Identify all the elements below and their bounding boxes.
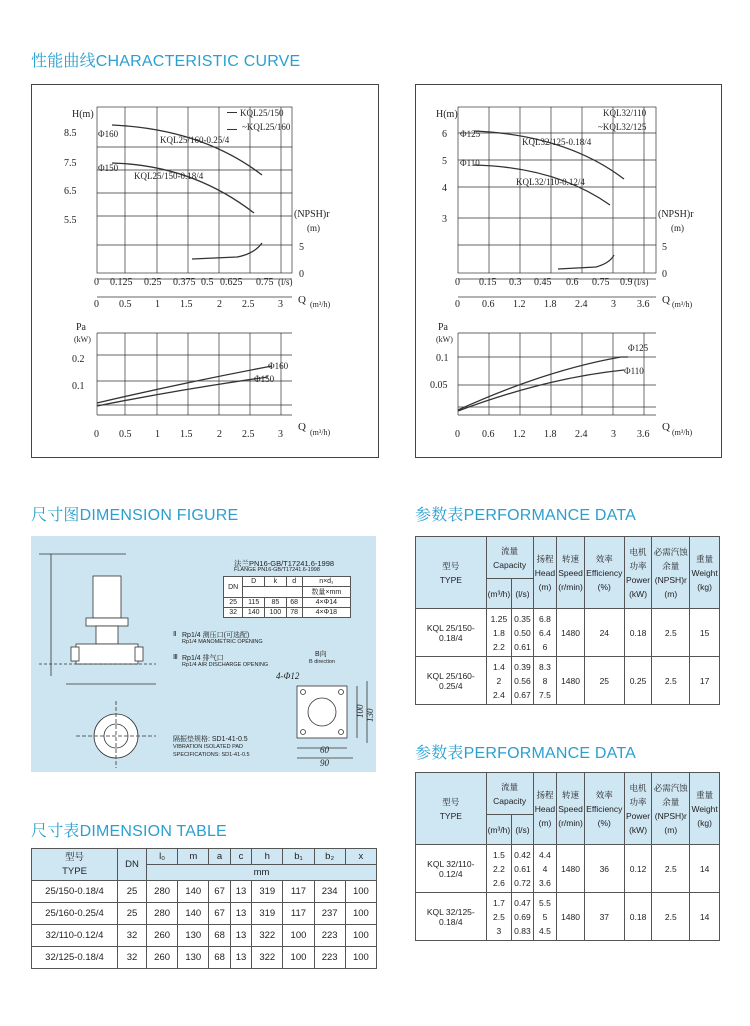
air-discharge-label-en: Rp1/4 AIR DISCHARGE OPENING xyxy=(182,662,269,668)
pa-x-tick: 1.5 xyxy=(180,429,193,440)
flange-header: D xyxy=(243,577,265,587)
flange-row: 32 140 100 78 4×Φ18 xyxy=(224,608,351,618)
npsh-unit: (m) xyxy=(307,223,320,233)
capacity-header: 流量 Capacity xyxy=(486,537,533,579)
pa-x-tick: 3 xyxy=(611,429,616,440)
col-header: c xyxy=(230,849,251,865)
q-m3h-tick: 1.5 xyxy=(180,299,193,310)
col-header: b₂ xyxy=(314,849,345,865)
table-row: KQL 25/160-0.25/4 1.4 2 2.4 0.39 0.56 0.67 8.3 8 7.5 1480 25 0.25 2.5 17 xyxy=(416,657,720,705)
head-header: 扬程 Head (m) xyxy=(533,773,557,845)
npsh-axis-label: (NPSH)r xyxy=(294,209,330,220)
weight-header: 重量 Weight (kg) xyxy=(690,773,720,845)
efficiency-header: 效率 Efficiency (%) xyxy=(584,773,624,845)
q-ls-tick: 0.6 xyxy=(566,277,579,288)
pa-x-tick: 1.2 xyxy=(513,429,526,440)
pa-curve-label: Φ160 xyxy=(268,361,289,371)
q-m3h-tick: 0 xyxy=(94,299,99,310)
section-title-curve: 性能曲线CHARACTERISTIC CURVE xyxy=(31,53,301,70)
npsh-tick: 5 xyxy=(662,242,667,253)
q-m3h-tick: 3 xyxy=(611,299,616,310)
q-ls-tick: 0.3 xyxy=(509,277,522,288)
col-header: a xyxy=(209,849,230,865)
table-row: 25/160-0.25/4 25 280 140 67 13 319 117 237 100 xyxy=(32,903,377,925)
capacity-header: 流量 Capacity xyxy=(486,773,533,815)
head-tick: 7.5 xyxy=(64,158,77,169)
head-tick: 6 xyxy=(442,129,447,140)
q-m3h-tick: 2.5 xyxy=(242,299,255,310)
head-header: 扬程 Head (m) xyxy=(533,537,557,609)
pa-x-tick: 0 xyxy=(455,429,460,440)
q-m3h-tick: 2 xyxy=(217,299,222,310)
speed-header: 转速 Speed (r/min) xyxy=(557,773,585,845)
m3h-header: (m³/h) xyxy=(486,815,512,845)
type-header: 型号 TYPE xyxy=(416,537,487,609)
pa-x-tick: 0.5 xyxy=(119,429,132,440)
manometric-label-en: Rp1/4 MANOMETRIC OPENING xyxy=(182,639,263,645)
curve-model-label: KQL25/160-0.25/4 xyxy=(160,135,230,145)
q-unit: (m³/h) xyxy=(310,428,331,437)
q-axis-label: Q xyxy=(662,294,670,306)
q-ls-tick: 0.45 xyxy=(534,277,552,288)
pa-x-tick: 3.6 xyxy=(637,429,650,440)
speed-header: 转速 Speed (r/min) xyxy=(557,537,585,609)
q-m3h-tick: 0.6 xyxy=(482,299,495,310)
section-title-performance-1: 参数表PERFORMANCE DATA xyxy=(415,507,636,524)
pa-x-tick: 0.6 xyxy=(482,429,495,440)
dimension-table xyxy=(31,848,377,969)
marker-II: Ⅱ xyxy=(173,631,177,638)
curve-panel-right xyxy=(415,84,722,458)
curve-model-label: KQL25/150-0.18/4 xyxy=(134,171,204,181)
flange-table xyxy=(223,576,351,618)
col-header: l₀ xyxy=(147,849,178,865)
q-unit: (m³/h) xyxy=(672,428,693,437)
ls-header: (l/s) xyxy=(512,579,533,609)
q-m3h-tick: 3.6 xyxy=(637,299,650,310)
flange-subtitle: FLANGE PN16-GB/T17241.6-1998 xyxy=(234,567,320,573)
q-ls-tick: 0.9 xyxy=(620,277,633,288)
q-m3h-tick: 1.8 xyxy=(544,299,557,310)
col-header: h xyxy=(252,849,283,865)
table-row: 25/150-0.18/4 25 280 140 67 13 319 117 234 100 xyxy=(32,881,377,903)
curve-dia-label: Φ110 xyxy=(460,158,480,168)
pa-unit: (kW) xyxy=(436,335,453,344)
pa-x-tick: 2 xyxy=(217,429,222,440)
npsh-axis-label: (NPSH)r xyxy=(658,209,694,220)
npsh-curve-right xyxy=(558,255,614,269)
table-row: KQL 25/150-0.18/4 1.25 1.8 2.2 0.35 0.50 0.61 6.8 6.4 6 1480 24 0.18 2.5 15 xyxy=(416,609,720,657)
q-axis-label: Q xyxy=(298,294,306,306)
q-ls-tick: 0.5 xyxy=(201,277,214,288)
power-header: 电机 功率 Power (kW) xyxy=(624,773,652,845)
flange-title: 法兰PN16-GB/T17241.6-1998 xyxy=(234,559,335,568)
table-row: KQL 32/125-0.18/4 1.7 2.5 3 0.47 0.69 0.83 5.5 5 4.5 1480 37 0.18 2.5 14 xyxy=(416,893,720,941)
pa-curve-label: Φ125 xyxy=(628,343,649,353)
q-ls-tick: 0.125 xyxy=(110,277,133,288)
q-ls-tick: 0.75 xyxy=(256,277,274,288)
pa-x-tick: 1 xyxy=(155,429,160,440)
pad-spec-en: SPECIFICATIONS: SD1-41-0.5 xyxy=(173,752,250,758)
col-header: x xyxy=(345,849,376,865)
npsh-curve-left xyxy=(192,243,262,259)
model-label: ~KQL32/125 xyxy=(598,122,647,132)
m3h-header: (m³/h) xyxy=(486,579,512,609)
q-m3h-tick: 0 xyxy=(455,299,460,310)
q-unit: (m³/h) xyxy=(310,300,331,309)
head-tick: 4 xyxy=(442,183,447,194)
flange-header: k xyxy=(265,577,287,587)
flange-header: n×d₁ xyxy=(302,577,350,587)
head-tick: 8.5 xyxy=(64,128,77,139)
col-header: b₁ xyxy=(283,849,314,865)
pa-x-tick: 0 xyxy=(94,429,99,440)
weight-header: 重量 Weight (kg) xyxy=(690,537,720,609)
flange-header: d xyxy=(286,577,302,587)
pa-axis-label: Pa xyxy=(76,322,86,333)
pa-tick: 0.1 xyxy=(436,353,449,364)
pa-unit: (kW) xyxy=(74,335,91,344)
y-axis-label: H(m) xyxy=(72,109,94,120)
npsh-tick: 0 xyxy=(299,269,304,280)
performance-table-1 xyxy=(415,536,720,705)
b-direction-label-en: B direction xyxy=(309,659,335,665)
section-title-performance-2: 参数表PERFORMANCE DATA xyxy=(415,745,636,762)
pa-x-tick: 1.8 xyxy=(544,429,557,440)
power-curve-110 xyxy=(458,370,624,411)
q-unit: (m³/h) xyxy=(672,300,693,309)
pa-x-tick: 3 xyxy=(278,429,283,440)
q-m3h-tick: 1 xyxy=(155,299,160,310)
pad-label: 隔振垫规格: SD1-41-0.5 xyxy=(173,736,248,743)
power-curve-160 xyxy=(97,366,272,403)
pa-x-tick: 2.5 xyxy=(242,429,255,440)
flange-header: DN xyxy=(224,577,243,598)
marker-III: Ⅲ xyxy=(173,654,178,661)
dim-130: 130 xyxy=(365,708,375,722)
q-ls-unit: (l/s) xyxy=(278,277,293,287)
head-tick: 6.5 xyxy=(64,186,77,197)
curve-dia-label: Φ125 xyxy=(460,129,481,139)
table-row: KQL 32/110-0.12/4 1.5 2.2 2.6 0.42 0.61 0.72 4.4 4 3.6 1480 36 0.12 2.5 14 xyxy=(416,845,720,893)
q-ls-tick: 0 xyxy=(94,277,99,288)
model-label: KQL32/110 xyxy=(603,108,647,118)
curve-panel-left xyxy=(31,84,379,458)
type-header: 型号 TYPE xyxy=(416,773,487,845)
q-axis-label: Q xyxy=(298,421,306,433)
pa-curve-label: Φ150 xyxy=(254,374,275,384)
model-label: KQL25/150 xyxy=(240,108,284,118)
q-m3h-tick: 0.5 xyxy=(119,299,132,310)
q-ls-tick: 0.375 xyxy=(173,277,196,288)
section-title-dimension-figure: 尺寸图DIMENSION FIGURE xyxy=(31,507,239,524)
npsh-header: 必需汽蚀 余量 (NPSH)r (m) xyxy=(652,537,690,609)
pa-tick: 0.2 xyxy=(72,354,85,365)
q-ls-tick: 0.25 xyxy=(144,277,162,288)
pa-tick: 0.1 xyxy=(72,381,85,392)
q-axis-label: Q xyxy=(662,421,670,433)
b-direction-label: B向 xyxy=(315,651,327,658)
head-curve-160 xyxy=(112,125,262,175)
curve-model-label: KQL32/125-0.18/4 xyxy=(522,137,592,147)
q-ls-tick: 0.15 xyxy=(479,277,497,288)
curve-model-label: KQL32/110-0.12/4 xyxy=(516,177,585,187)
curve-dia-label: Φ150 xyxy=(98,163,119,173)
table-row: 32/125-0.18/4 32 260 130 68 13 322 100 223 100 xyxy=(32,947,377,969)
dim-90: 90 xyxy=(320,758,329,768)
pa-x-tick: 2.4 xyxy=(575,429,588,440)
y-axis-label: H(m) xyxy=(436,109,458,120)
q-m3h-tick: 2.4 xyxy=(575,299,588,310)
dn-header: DN xyxy=(118,849,147,881)
q-ls-tick: 0.75 xyxy=(592,277,610,288)
dim-60: 60 xyxy=(320,745,329,755)
pa-axis-label: Pa xyxy=(438,322,448,333)
col-header: m xyxy=(178,849,209,865)
npsh-header: 必需汽蚀 余量 (NPSH)r (m) xyxy=(652,773,690,845)
npsh-tick: 5 xyxy=(299,242,304,253)
unit-header: mm xyxy=(147,865,377,881)
q-m3h-tick: 1.2 xyxy=(513,299,526,310)
manometric-label: Rp1/4 测压口(可选配) xyxy=(182,632,250,639)
model-label: ~KQL25/160 xyxy=(242,122,291,132)
q-ls-unit: (l/s) xyxy=(634,277,649,287)
power-header: 电机 功率 Power (kW) xyxy=(624,537,652,609)
q-m3h-tick: 3 xyxy=(278,299,283,310)
npsh-tick: 0 xyxy=(662,269,667,280)
q-ls-tick: 0 xyxy=(455,277,460,288)
pa-tick: 0.05 xyxy=(430,380,448,391)
table-row: 32/110-0.12/4 32 260 130 68 13 322 100 223 100 xyxy=(32,925,377,947)
dimension-figure xyxy=(31,536,376,772)
curve-dia-label: Φ160 xyxy=(98,129,119,139)
performance-table-2 xyxy=(415,772,720,941)
pad-label-en: VIBRATION ISOLATED PAD xyxy=(173,744,243,750)
type-header: 型号 TYPE xyxy=(32,849,118,881)
head-tick: 3 xyxy=(442,214,447,225)
air-discharge-label: Rp1/4 排气口 xyxy=(182,655,224,662)
efficiency-header: 效率 Efficiency (%) xyxy=(584,537,624,609)
section-title-dimension-table: 尺寸表DIMENSION TABLE xyxy=(31,823,227,840)
pa-curve-label: Φ110 xyxy=(624,366,644,376)
q-ls-tick: 0.625 xyxy=(220,277,243,288)
npsh-unit: (m) xyxy=(671,223,684,233)
hole-label: 4-Φ12 xyxy=(276,671,300,681)
ls-header: (l/s) xyxy=(512,815,533,845)
curve-chart-right xyxy=(416,85,721,457)
flange-row: 25 115 85 68 4×Φ14 xyxy=(224,598,351,608)
dim-100: 100 xyxy=(355,704,365,718)
flange-unit-note: 数量×mm xyxy=(302,587,350,598)
head-tick: 5 xyxy=(442,156,447,167)
curve-chart-left xyxy=(32,85,378,457)
head-tick: 5.5 xyxy=(64,215,77,226)
